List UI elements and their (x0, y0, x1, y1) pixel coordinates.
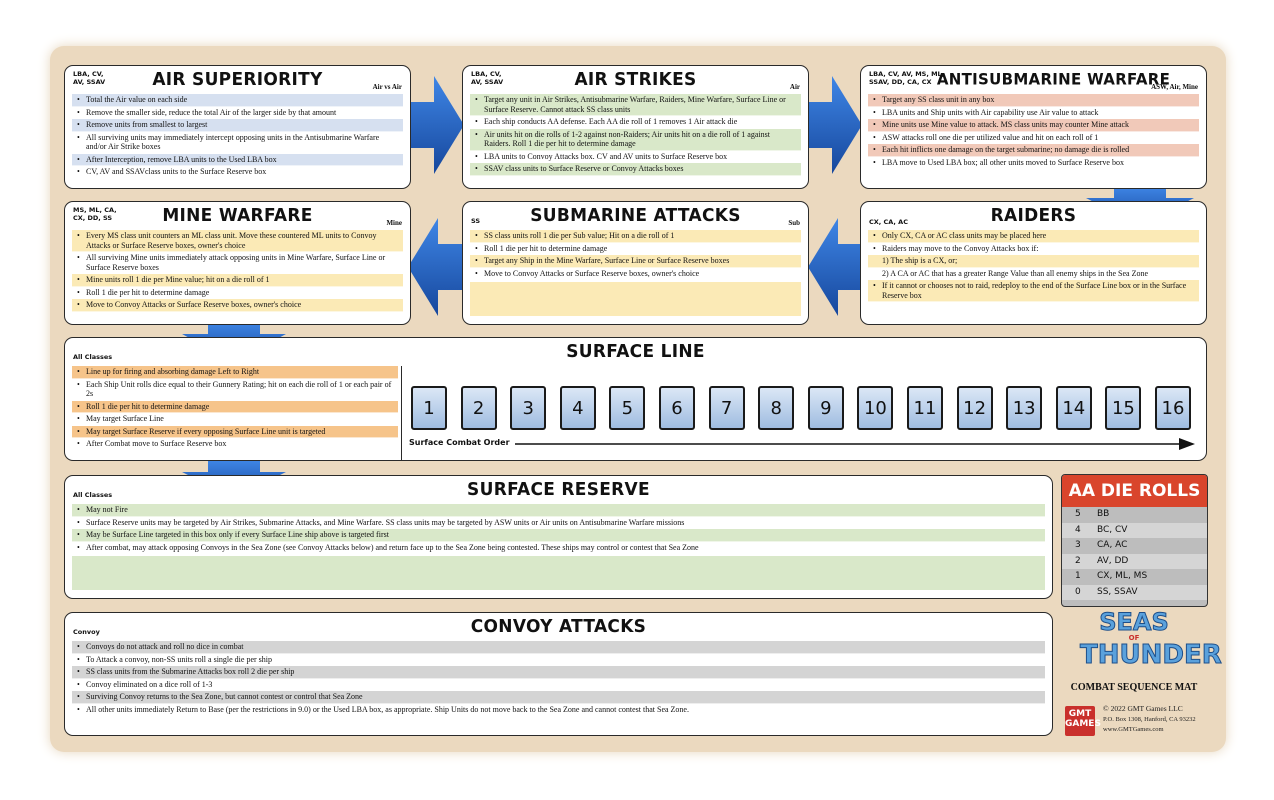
raiders-panel (860, 201, 1207, 325)
surface-order-slot-10[interactable]: 10 (857, 386, 893, 430)
rule-line: • Mine units use Mine value to attack. MS class units may counter Mine attack (868, 119, 1199, 132)
surface-order-slot-16[interactable]: 16 (1155, 386, 1191, 430)
game-logo: SEAS OF THUNDER (1080, 608, 1222, 670)
surface-order-slot-2[interactable]: 2 (461, 386, 497, 430)
rule-line: • To Attack a convoy, non-SS units roll a single die per ship (72, 654, 1045, 667)
surface-order-slot-14[interactable]: 14 (1056, 386, 1092, 430)
panel-classes: MS, ML, CA, CX, DD, SS (73, 206, 117, 222)
gmt-games-logo: GMT GAMES (1065, 706, 1095, 736)
rule-line: • CV, AV and SSAVclass units to the Surface Reserve box (72, 166, 403, 179)
surface-order-slot-15[interactable]: 15 (1105, 386, 1141, 430)
aa-row: 5 BB (1075, 509, 1110, 519)
rule-line: • Remove the smaller side, reduce the total Air of the larger side by that amount (72, 107, 403, 120)
aa-row: 0 SS, SSAV (1062, 585, 1207, 601)
rule-line: • Every MS class unit counters an ML class unit. Move these countered ML units to Convoy Attacks or Surface Reserve boxes, owner's choice (72, 230, 403, 252)
aa-row: 1 CX, ML, MS (1075, 571, 1148, 581)
surface-order-slot-7[interactable]: 7 (709, 386, 745, 430)
arrow-left-icon (808, 218, 864, 316)
panel-classes: All Classes (73, 353, 113, 361)
surface-order-slot-5[interactable]: 5 (609, 386, 645, 430)
surface-reserve-panel (64, 475, 1053, 599)
panel-title: SUBMARINE ATTACKS (530, 205, 741, 227)
panel-title: AIR SUPERIORITY (152, 69, 323, 91)
rule-line: • All other units immediately Return to Base (per the restrictions in 9.0) or the Used LBA box, as appropriate. Ship Units do not move back to the Sea Zone and cannot contest that Sea Zone. (72, 704, 1045, 717)
panel-title: ANTISUBMARINE WARFARE (936, 69, 1171, 89)
rule-line: • Total the Air value on each side (72, 94, 403, 107)
rule-line: • Roll 1 die per hit to determine damage (470, 243, 801, 256)
rule-line: 2) A CA or AC that has a greater Range Value than all enemy ships in the Sea Zone (868, 268, 1199, 281)
rule-line: • Each Ship Unit rolls dice equal to their Gunnery Rating; hit on each die roll of 1 or each pair of 2s (72, 379, 398, 401)
rule-line: • Move to Convoy Attacks or Surface Reserve boxes, owner's choice (470, 268, 801, 281)
surface-order-slot-12[interactable]: 12 (957, 386, 993, 430)
mine-warfare-panel (64, 201, 411, 325)
rule-line: • May target Surface Reserve if every opposing Surface Line unit is targeted (72, 426, 398, 439)
rule-line: • After combat, may attack opposing Convoys in the Sea Zone (see Convoy Attacks below) and return face up to the Sea Zone being contested. These ships may control or contest that Sea Zone (72, 542, 1045, 555)
rule-line: • If it cannot or chooses not to raid, redeploy to the end of the Surface Line box or in the Surface Reserve box (868, 280, 1199, 302)
rule-line: • LBA units and Ship units with Air capability use Air value to attack (868, 107, 1199, 120)
panel-title: RAIDERS (990, 205, 1077, 227)
mat-subtitle: COMBAT SEQUENCE MAT (1070, 682, 1198, 693)
rule-line: • Roll 1 die per hit to determine damage (72, 401, 398, 414)
surface-line-divider (401, 366, 402, 460)
publisher-info: © 2022 GMT Games LLC P.O. Box 1308, Hanford, CA 93232 www.GMTGames.com (1103, 704, 1196, 733)
surface-order-slot-4[interactable]: 4 (560, 386, 596, 430)
empty-row (470, 282, 801, 316)
panel-title: CONVOY ATTACKS (470, 616, 647, 638)
panel-title: SURFACE RESERVE (467, 479, 650, 501)
empty-row (72, 556, 1045, 590)
arrow-right-icon (408, 76, 464, 174)
rule-line: • Surface Reserve units may be targeted by Air Strikes, Submarine Attacks, and Mine Warfare. SS class units may be targeted by ASW units or Air units on Antisubmarine Warfare missions (72, 517, 1045, 530)
aa-row: 2 AV, DD (1062, 554, 1207, 570)
air-superiority-panel (64, 65, 411, 189)
panel-classes: LBA, CV, AV, SSAV (73, 70, 106, 86)
rule-line: • Convoys do not attack and roll no dice in combat (72, 641, 1045, 654)
antisubmarine-warfare-panel (860, 65, 1207, 189)
rule-line: • SS class units roll 1 die per Sub value; Hit on a die roll of 1 (470, 230, 801, 243)
rule-line: • Remove units from smallest to largest (72, 119, 403, 132)
rule-line: • ASW attacks roll one die per utilized value and hit on each roll of 1 (868, 132, 1199, 145)
aa-die-rolls-table (1061, 474, 1208, 607)
rule-line: • Convoy eliminated on a dice roll of 1-3 (72, 679, 1045, 692)
rule-line: • Only CX, CA or AC class units may be placed here (868, 230, 1199, 243)
rule-line: • After Interception, remove LBA units to the Used LBA box (72, 154, 403, 167)
surface-combat-order-label: Surface Combat Order (409, 438, 510, 447)
rule-line: • Air units hit on die rolls of 1-2 against non-Raiders; Air units hit on a die roll of 1 against Raiders. Roll 1 die per hit to determine damage (470, 129, 801, 151)
submarine-attacks-panel (462, 201, 809, 325)
rule-line: • Surviving Convoy returns to the Sea Zone, but cannot contest or control that Sea Zone (72, 691, 1045, 704)
panel-classes: LBA, CV, AV, MS, ML, SSAV, DD, CA, CX (869, 70, 945, 86)
panel-classes: LBA, CV, AV, SSAV (471, 70, 504, 86)
panel-classes: SS (471, 217, 481, 225)
panel-classes: Convoy (73, 628, 100, 636)
rule-line: • May target Surface Line (72, 413, 398, 426)
rule-line: • All surviving Mine units immediately attack opposing units in Mine Warfare, Surface Line or Surface Reserve boxes (72, 252, 403, 274)
rule-line: • LBA units to Convoy Attacks box. CV and AV units to Surface Reserve box (470, 151, 801, 164)
surface-order-slot-13[interactable]: 13 (1006, 386, 1042, 430)
rule-line: • Each ship conducts AA defense. Each AA die roll of 1 removes 1 Air attack die (470, 116, 801, 129)
panel-mission: Mine (386, 219, 402, 227)
rule-line: • May be Surface Line targeted in this box only if every Surface Line ship above is targeted first (72, 529, 1045, 542)
rule-line: • Mine units roll 1 die per Mine value; hit on a die roll of 1 (72, 274, 403, 287)
rule-line: • All surviving units may immediately intercept opposing units in the Antisubmarine Warfare and/or Air Strike boxes (72, 132, 403, 154)
rule-line: • May not Fire (72, 504, 1045, 517)
panel-title: AIR STRIKES (574, 69, 697, 91)
air-strikes-panel (462, 65, 809, 189)
surface-order-slot-9[interactable]: 9 (808, 386, 844, 430)
rule-line: • Target any SS class unit in any box (868, 94, 1199, 107)
rule-line: • Target any Ship in the Mine Warfare, Surface Line or Surface Reserve boxes (470, 255, 801, 268)
rule-line: • LBA move to Used LBA box; all other units moved to Surface Reserve box (868, 157, 1199, 170)
rule-line: • Roll 1 die per hit to determine damage (72, 287, 403, 300)
surface-order-slot-11[interactable]: 11 (907, 386, 943, 430)
aa-row: 4 BC, CV (1062, 523, 1207, 539)
aa-die-rolls-title: AA DIE ROLLS (1062, 475, 1207, 507)
panel-mission: ASW, Air, Mine (1151, 83, 1198, 91)
rule-line: • SSAV class units to Surface Reserve or Convoy Attacks boxes (470, 163, 801, 176)
order-arrow-icon (515, 438, 1195, 450)
rule-line: • SS class units from the Submarine Attacks box roll 2 die per ship (72, 666, 1045, 679)
panel-classes: All Classes (73, 491, 113, 499)
panel-mission: Air (789, 83, 800, 91)
rule-line: • After Combat move to Surface Reserve box (72, 438, 398, 451)
surface-order-slot-3[interactable]: 3 (510, 386, 546, 430)
rule-line: 1) The ship is a CX, or; (868, 255, 1199, 268)
convoy-attacks-panel (64, 612, 1053, 736)
panel-mission: Sub (788, 219, 800, 227)
surface-order-slot-8[interactable]: 8 (758, 386, 794, 430)
surface-line-panel (64, 337, 1207, 461)
aa-row: 3 CA, AC (1075, 540, 1128, 550)
surface-order-slot-1[interactable]: 1 (411, 386, 447, 430)
arrow-left-icon (408, 218, 464, 316)
rule-line: • Raiders may move to the Convoy Attacks box if: (868, 243, 1199, 256)
rule-line: • Move to Convoy Attacks or Surface Reserve boxes, owner's choice (72, 299, 403, 312)
panel-title: SURFACE LINE (566, 341, 705, 363)
panel-classes: CX, CA, AC (869, 218, 908, 226)
panel-title: MINE WARFARE (162, 205, 313, 227)
arrow-right-icon (806, 76, 862, 174)
rule-line: • Line up for firing and absorbing damage Left to Right (72, 366, 398, 379)
rule-line: • Target any unit in Air Strikes, Antisubmarine Warfare, Raiders, Mine Warfare, Surface Line or Surface Reserve. Cannot attack SS class units (470, 94, 801, 116)
surface-order-slot-6[interactable]: 6 (659, 386, 695, 430)
rule-line: • Each hit inflicts one damage on the target submarine; no damage die is rolled (868, 144, 1199, 157)
panel-mission: Air vs Air (372, 83, 402, 91)
